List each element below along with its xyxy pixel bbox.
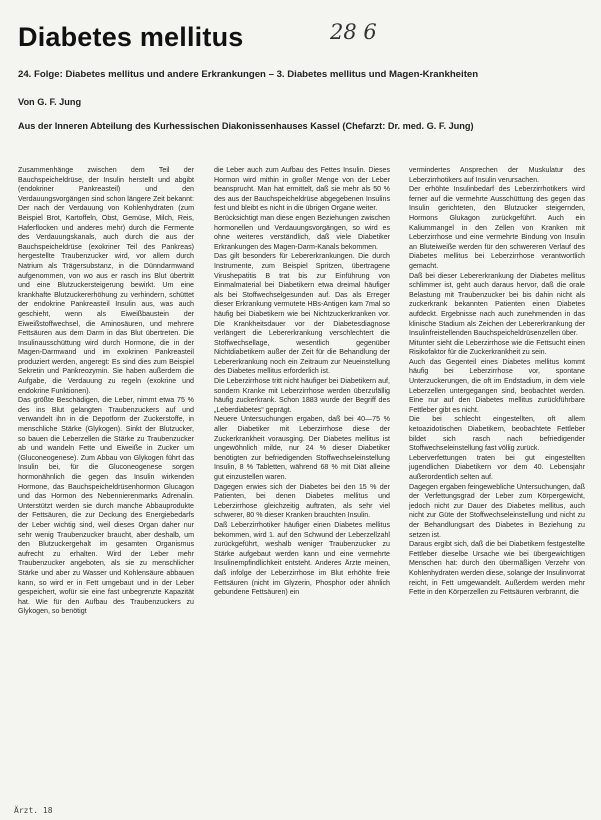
column-paragraph: Das gilt besonders für Lebererkrankungen. Die durch Instrumente, zum Beispiel Spritzen, übertragene Virushepatitis B trat bis zur Einführung von Einmalmaterial bei Diabetikern etwa dreimal häufiger als bei Stoffwechselgesunden auf. Das als Erreger dieser Erkrankung vermutete HBs-Antigen kam 7mal so häufig bei Diabetikern wie bei Nichtzuckerkranken vor. Die Krankheitsdauer vor der Diabetesdiagnose verlängert die Lebererkrankung verschlechtert die Stoffwechsellage, wesentlich gegenüber Nichtdiabetikern außer der Zeit für die Behandlung der Lebererkrankung noch ein Zeitraum zur Neueinstellung des Diabetes mellitus erforderlich ist. bbox=[214, 252, 390, 376]
column-paragraph: Dagegen ergaben feingewebliche Untersuchungen, daß der Verfettungsgrad der Leber zum Körpergewicht, jedoch nicht zur Dauer des Diabetes mellitus, auch nicht zur Güte der Stoffwechseleinstellung und nicht zu der Behandlungsart des Diabetes in Beziehung zu setzen ist. bbox=[409, 482, 585, 539]
column-paragraph: vermindertes Ansprechen der Muskulatur des Leberzirrhotikers auf Insulin verursachen. bbox=[409, 166, 585, 184]
column-paragraph: Neuere Untersuchungen ergaben, daß bei 40—75 % aller Diabetiker mit Leberzirrhose diese der Zuckerkrankheit vorausging. Der Diabetes mellitus ist ungewöhnlich milde, nur 24 % dieser Diabetiker benötigten zur befriedigenden Stoffwechseleinstellung Insulin, 8 % Tabletten, während 68 % mit Diät alleine gut einzustellen waren. bbox=[214, 415, 390, 481]
text-column-1 bbox=[18, 166, 194, 792]
column-paragraph: Die Leberzirrhose tritt nicht häufiger bei Diabetikern auf, sondern Kranke mit Leberzirrhose werden überzufällig häufig zuckerkrank. Schon 1883 wurde der Begriff des „Leberdiabetes“ geprägt. bbox=[214, 377, 390, 414]
text-column-3 bbox=[409, 166, 585, 792]
column-paragraph: Die bei schlecht eingestellten, oft allem ketoazidotischen Diabetikern, beobachtete Fettleber bildet sich rasch nach befriedigender Stoffwechseleinstellung fast völlig zurück. bbox=[409, 415, 585, 453]
column-paragraph: Berücksichtigt man diese engen Beziehungen zwischen hormonellen und Verdauungsvorgängen, so wird es ohne weiteres verständlich, daß viele Diabetiker Erkrankungen des Magen-Darm-Kanals bekommen. bbox=[214, 213, 390, 251]
handwritten-note: 28 6 bbox=[330, 20, 377, 44]
article-subtitle: 24. Folge: Diabetes mellitus und andere Erkrankungen – 3. Diabetes mellitus und Magen-Krankheiten bbox=[18, 69, 479, 80]
column-paragraph: Daß Leberzirrhotiker häufiger einen Diabetes mellitus bekommen, wird 1. auf den Schwund der Leberzellzahl zurückgeführt, weshalb weniger Traubenzucker zu Stärke aufgebaut werden kann und eine vermehrte Insulinempfindlichkeit entsteht. Anderes Ärzte meinen, daß infolge der Leberzirrhose im Blut erhöhte freie Fettsäuren (nicht im Glyzerin, Phosphor oder ähnlich gebundene Fettsäuren) ein bbox=[214, 520, 390, 597]
affiliation-line: Aus der Inneren Abteilung des Kurhessischen Diakonissenhauses Kassel (Chefarzt: Dr. med. G. F. Jung) bbox=[18, 121, 474, 131]
column-paragraph: die Leber auch zum Aufbau des Fettes Insulin. Dieses Hormon wird mithin in großer Menge von der Leber beansprucht. Man hat ermittelt, daß sie mehr als 50 % des aus der Bauchspeicheldrüse abgegebenen Insulins fest und bleibt es nicht in die übrigen Organe weiter. bbox=[214, 166, 390, 213]
column-paragraph: Daraus ergibt sich, daß die bei Diabetikern festgestellte Fettleber dieselbe Ursache wie bei übergewichtigen Menschen hat: durch den übermäßigen Verzehr von Kohlenhydraten werden diese, solange der Insulinvorrat reicht, in Fett umgewandelt. Außerdem werden mehr Fette in den Körperzellen zu Fettsäuren verbrannt, die bbox=[409, 540, 585, 597]
column-paragraph: Das größte Beschädigen, die Leber, nimmt etwa 75 % des ins Blut gelangten Traubenzuckers auf und verwandelt ihn in die Depotform der Zuckerstoffe, in menschliche Stärke (Glykogen). Sinkt der Blutzucker, so bauen die Leberzellen die Stärke zu Traubenzucker ab und wandeln Fette und Eiweiße in Zucker um (Gluconeogenese). Zum Abbau von Glykogen führt das Insulin bei, für die Gluconeogenese sorgen hormonähnlich die gegen das Insulin wirkenden Hormone, das Bauchspeicheldrüsenhormon Glucagon und das Hormon des Nebennierenmarks Adrenalin. Unterstützt werden sie durch manche Abbauprodukte der Fettsäuren, die zur Deckung des Energiebedarfs der Leber wichtig sind, weil dieses Organ daher nur sehr wenig Traubenzucker braucht, aber deshalb, um den Blutzuckergehalt im gesamten Organismus aufrecht zu erhalten. Wird der Leber mehr Traubenzucker angeboten, als sie zu menschlicher Stärke und aber zu Wasser und Kohlensäure abbauen kann, so wird er in Fett umgebaut und in der Leber gespeichert, wofür sie eine fast unbegrenzte Kapazität hat. Wie für den Aufbau des Traubenzuckers zu Glykogen, so benötigt bbox=[18, 396, 194, 616]
page-marker: Ärzt. 18 bbox=[14, 806, 53, 815]
column-paragraph: Daß bei dieser Lebererkrankung der Diabetes mellitus schlimmer ist, geht auch daraus hervor, daß die orale Belastung mit Traubenzucker bei bis dahin nicht als zuckerkrank bekannten Patienten einen Diabetes aufdeckt. Ergebnisse nach auch zunehmenden in das klinische Stadium als Zeichen der Lebererkrankung der Insulinfreistellenden Bauchspeicheldrüsenzellen über. bbox=[409, 271, 585, 338]
article-title: Diabetes mellitus bbox=[18, 22, 244, 52]
column-paragraph: Mitunter sieht die Leberzirrhose wie die Fettsucht einen Risikofaktor für die Zuckerkrankheit zu sein. bbox=[409, 338, 585, 357]
column-paragraph: Zusammenhänge zwischen dem Teil der Bauchspeicheldrüse, der Insulin herstellt und abgibt (endokriner Pankreasteil) und den Verdauungsvorgängen sind schon längere Zeit bekannt: Der nach der Verdauung von Kohlenhydraten (zum Beispiel Brot, Kartoffeln, Obst, Gemüse, Milch, Reis, Haferflocken und anderes mehr) durch die Fermente des Verdauungskanals, auch durch die aus der Bauchspeicheldrüse (exokriner Teil des Pankreas) hergestellte Traubenzucker wird, vor allem durch Natrium als Trägersubstanz, in die Dünndarmwand aufgenommen, von wo aus er rasch ins Blut übertritt und eine Blutzuckersteigerung bewirkt. Um eine krankhafte Blutzuckererhöhung zu verhindern, schüttet der endokrine Pankreasteil Insulin aus, was auch geschieht, wenn als Eiweißbaustein der Eiweißstoffwechsel, die Aminosäuren, und mehrere Fettsäuren aus dem Darm in das Blut übertreten. Die Insulinausschüttung wird durch Hormone, die in der Magen-Darmwand und im exokrinen Pankreasteil produziert werden, angeregt: Es sind dies zum Beispiel Sekretin und Pankreozymin. Sie haben außerdem die Aufgabe, die Verdauung zu regeln (exokrine und endokrine Funktionen). bbox=[18, 166, 194, 395]
column-paragraph: Dagegen erwies sich der Diabetes bei den 15 % der Patienten, bei denen Diabetes mellitus und Leberzirrhose gleichzeitig auftraten, als sehr viel schwerer, 80 % dieser Kranken brauchten Insulin. bbox=[214, 482, 390, 520]
column-paragraph: Leberverfettungen traten bei gut eingestellten jugendlichen Diabetikern vor dem 40. Lebensjahr außerordentlich selten auf. bbox=[409, 453, 585, 481]
column-paragraph: Auch das Gegenteil eines Diabetes mellitus kommt häufig bei Leberzirrhose vor, spontane Unterzuckerungen, die oft im Endstadium, in dem viele Leberzellen untergegangen sind, beobachtet werden. Eine nur auf den Diabetes mellitus zurückführbare Fettleber gibt es nicht. bbox=[409, 357, 585, 414]
column-paragraph: Der erhöhte Insulinbedarf des Leberzirrhotikers wird ferner auf die vermehrte Ausschüttung des gegen das Insulin gerichteten, den Blutzucker steigernden, Hormons Glukagon zurückgeführt. Auch ein Kaliummangel in den Zellen von Kranken mit Leberzirrhose und eine vermehrte Bindung von Insulin an Bluteiweiße werden für den schwereren Verlauf des Diabetes mellitus bei Leberzirrhose verantwortlich gemacht. bbox=[409, 185, 585, 270]
text-column-2 bbox=[214, 166, 390, 792]
author-line: Von G. F. Jung bbox=[18, 97, 82, 107]
